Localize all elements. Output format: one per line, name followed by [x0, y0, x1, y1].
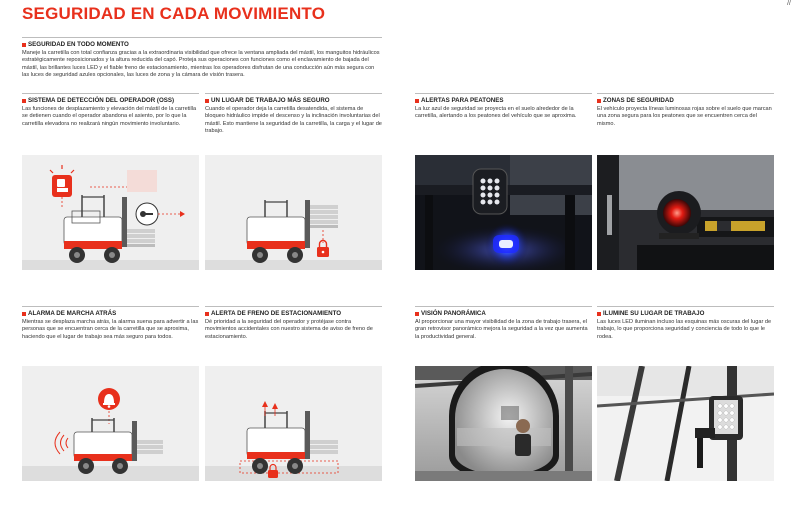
- feature-reverse-alarm: [22, 306, 199, 341]
- intro-heading: [22, 41, 382, 49]
- reverse-alarm-illustration-svg: [22, 366, 199, 481]
- led-lights-photo-svg: [597, 366, 774, 481]
- safety-zones-photo-svg: [597, 155, 774, 270]
- divider: [415, 306, 592, 307]
- feature-text: Cuando el operador deja la carretilla desatendida, el sistema de bloqueo hidráulico impide el descenso y la inclinación involuntarias del mástil. Esto mantiene la seguridad de la carretilla, la carga y el lugar de trabajo.: [205, 106, 382, 134]
- feature-safety-zones: [597, 93, 774, 128]
- intro-heading-text: SEGURIDAD EN TODO MOMENTO: [28, 41, 129, 48]
- intro-section: [22, 41, 382, 79]
- safety-zones-photo: [597, 155, 774, 270]
- feature-heading-text: ILUMINE SU LUGAR DE TRABAJO: [603, 310, 705, 317]
- feature-illuminate-workplace: [597, 306, 774, 341]
- feature-heading-text: ALERTA DE FRENO DE ESTACIONAMIENTO: [211, 310, 342, 317]
- feature-heading-text: SISTEMA DE DETECCIÓN DEL OPERADOR (OSS): [28, 97, 175, 104]
- feature-parking-brake-alert: [205, 306, 382, 341]
- bullet-square-icon: [205, 99, 209, 103]
- corner-mark: //: [787, 0, 791, 7]
- feature-pedestrian-alerts: [415, 93, 592, 121]
- reverse-alarm-illustration: [22, 366, 199, 481]
- page-title: SEGURIDAD EN CADA MOVIMIENTO: [22, 4, 326, 23]
- panoramic-mirror-photo: [415, 366, 592, 481]
- feature-text: La luz azul de seguridad se proyecta en el suelo alrededor de la carretilla, alertando a los peatones del vehículo que se aproxima.: [415, 106, 577, 120]
- feature-heading-text: ALERTAS PARA PEATONES: [421, 97, 504, 104]
- feature-heading: [415, 310, 592, 318]
- intro-text: Maneje la carretilla con total confianza gracias a la extraordinaria visibilidad que ofrece la ventana ampliada del mástil, los manguitos hidráulicos estratégicamente reposicionados y la altura reducida del capó. Proteja sus operaciones con funciones como el enclavamiento de bajada del mástil, las brillantes luces LED y el fiable freno de estacionamiento, mientras los operadores disfrutan de una conducción aún más segura con las luces de seguridad azules opcionales, las luces de zona y la cámara de visión trasera.: [22, 50, 380, 78]
- title-divider: [22, 37, 382, 38]
- feature-heading: [415, 97, 592, 105]
- key-icon: [136, 203, 158, 225]
- feature-heading-text: VISIÓN PANORÁMICA: [421, 310, 486, 317]
- feature-heading: [22, 97, 199, 105]
- panoramic-mirror-photo-svg: [415, 366, 592, 481]
- led-lights-photo: [597, 366, 774, 481]
- feature-text: Al proporcionar una mayor visibilidad de la zona de trabajo trasera, el gran retrovisor panorámico mejora la seguridad a la vez que aumenta la productividad general.: [415, 319, 588, 340]
- divider: [22, 93, 199, 94]
- feature-text: Dé prioridad a la seguridad del operador y protéjase contra movimientos accidentales con nuestro sistema de aviso de freno de estacionamiento.: [205, 319, 373, 340]
- parking-brake-illustration: [205, 366, 382, 481]
- divider: [597, 93, 774, 94]
- divider: [205, 306, 382, 307]
- feature-heading: [205, 97, 382, 105]
- divider: [415, 93, 592, 94]
- parking-brake-illustration-svg: [205, 366, 382, 481]
- oss-illustration-svg: [22, 155, 199, 270]
- bullet-square-icon: [415, 99, 419, 103]
- pedestrian-alerts-photo-svg: [415, 155, 592, 270]
- feature-text: Las luces LED iluminan incluso las esquinas más oscuras del lugar de trabajo, lo que proporciona seguridad y conciencia de todo lo que le rodea.: [597, 319, 772, 340]
- feature-heading: [597, 310, 774, 318]
- feature-safer-workplace: [205, 93, 382, 135]
- bullet-square-icon: [415, 312, 419, 316]
- feature-heading-text: ALARMA DE MARCHA ATRÁS: [28, 310, 117, 317]
- feature-panoramic-view: [415, 306, 592, 341]
- feature-heading: [22, 310, 199, 318]
- feature-oss: [22, 93, 199, 128]
- feature-heading-text: UN LUGAR DE TRABAJO MÁS SEGURO: [211, 97, 330, 104]
- divider: [597, 306, 774, 307]
- oss-illustration: [22, 155, 199, 270]
- feature-heading: [205, 310, 382, 318]
- safer-workplace-illustration-svg: [205, 155, 382, 270]
- feature-text: Mientras se desplaza marcha atrás, la alarma suena para advertir a las personas que se encuentran cerca de la carretilla que se aproxima, haciendo que el lugar de trabajo sea más seguro para todos.: [22, 319, 199, 340]
- divider: [22, 306, 199, 307]
- safer-workplace-illustration: [205, 155, 382, 270]
- divider: [205, 93, 382, 94]
- feature-text: Las funciones de desplazamiento y elevación del mástil de la carretilla se detienen cuando el operador abandona el asiento, por lo que la carretilla elevadora no realizará ningún movimiento involuntario.: [22, 106, 197, 127]
- bullet-square-icon: [22, 99, 26, 103]
- bullet-square-icon: [22, 43, 26, 47]
- feature-heading: [597, 97, 774, 105]
- pedestrian-alerts-photo: [415, 155, 592, 270]
- feature-text: El vehículo proyecta líneas luminosas rojas sobre el suelo que marcan una zona segura para los peatones que se encuentren cerca del mismo.: [597, 106, 772, 127]
- bullet-square-icon: [597, 312, 601, 316]
- bullet-square-icon: [597, 99, 601, 103]
- bullet-square-icon: [22, 312, 26, 316]
- bell-alarm-icon: [98, 388, 120, 410]
- feature-heading-text: ZONAS DE SEGURIDAD: [603, 97, 674, 104]
- bullet-square-icon: [205, 312, 209, 316]
